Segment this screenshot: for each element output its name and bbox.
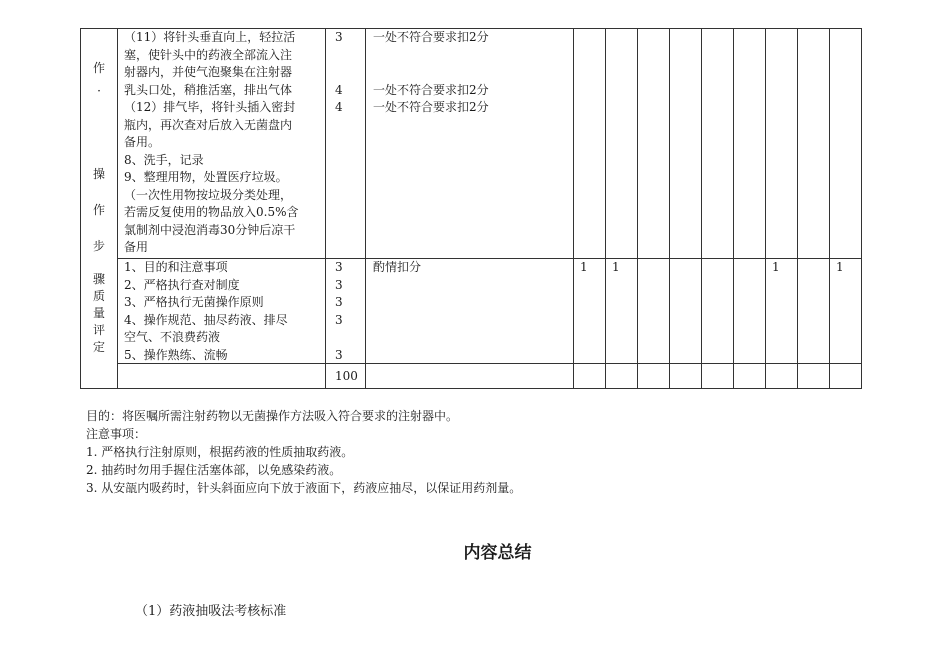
content-line: 塞，使针头中的药液全部流入注: [124, 47, 293, 62]
purpose-text: 目的：将医嘱所需注射药物以无菌操作方法吸入符合要求的注射器中。: [86, 409, 459, 423]
row1-content: [124, 29, 326, 257]
row1-deductions: [373, 29, 573, 117]
table-col-line: [365, 28, 366, 389]
content-line: 氯制剂中浸泡消毒30分钟后凉干: [124, 222, 296, 237]
note-item: 3. 从安瓿内吸药时，针头斜面应向下放于液面下，药液应抽尽，以保证用药剂量。: [86, 481, 522, 495]
summary-item: （1）药液抽吸法考核标准: [135, 604, 287, 619]
deduction-rule: [373, 64, 573, 82]
notes-heading: 注意事项：: [86, 427, 147, 441]
score-value: 3: [335, 277, 343, 292]
content-line: 8、洗手，记录: [124, 152, 204, 167]
content-line: （一次性用物按垃圾分类处理，: [124, 187, 293, 202]
row2-deduction: [373, 259, 573, 277]
side-label-char: 量: [92, 306, 105, 320]
total-score: 100: [335, 369, 358, 383]
note-item: 1. 严格执行注射原则，根据药液的性质抽取药液。: [86, 445, 354, 459]
score-value: [335, 329, 355, 347]
grade-cell: 1: [836, 260, 844, 274]
score-value: 3: [335, 30, 343, 44]
side-label-char: ·: [97, 84, 101, 98]
grade-cell: 1: [612, 260, 620, 274]
notes-section: [86, 407, 521, 497]
side-label-char: 定: [92, 340, 105, 354]
content-line: （11）将针头垂直向上，轻拉活: [124, 30, 296, 44]
content-line: 射器内，并使气泡聚集在注射器: [124, 65, 293, 79]
deduction-rule: 酌情扣分: [373, 260, 422, 274]
content-line: 瓶内，再次查对后放入无菌盘内: [124, 117, 293, 132]
deduction-rule: 一处不符合要求扣2分: [373, 82, 489, 97]
side-label-char: 质: [92, 289, 105, 303]
summary-title: 内容总结: [463, 543, 532, 563]
score-value: 4: [335, 100, 343, 114]
table-col-line: [765, 28, 766, 389]
table-col-line: [829, 28, 830, 389]
content-line: （12）排气毕，将针头插入密封: [124, 100, 296, 114]
table-col-line: [733, 28, 734, 389]
score-value: [335, 47, 355, 65]
side-label-char: 骤: [92, 272, 105, 286]
table-border-bottom: [80, 388, 862, 389]
content-line: 备用。: [124, 135, 161, 149]
row2-content: [124, 259, 326, 364]
row2-scores: [335, 259, 355, 364]
content-line: 4、操作规范、抽尽药液、排尽: [124, 312, 288, 327]
content-line: 3、严格执行无菌操作原则: [124, 295, 264, 309]
deduction-rule: 一处不符合要求扣2分: [373, 100, 489, 114]
deduction-rule: [373, 47, 573, 65]
table-col-line: [80, 28, 81, 389]
table-col-line: [117, 28, 118, 389]
side-label-char: 评: [92, 323, 105, 337]
score-value: 3: [335, 295, 343, 309]
content-line: 5、操作熟练、流畅: [124, 347, 228, 362]
score-value: 3: [335, 260, 343, 274]
side-label-char: 操: [92, 167, 105, 181]
table-col-line: [797, 28, 798, 389]
content-line: 9、整理用物，处置医疗垃圾。: [124, 170, 288, 184]
grade-cell: 1: [772, 260, 780, 274]
table-col-line: [637, 28, 638, 389]
content-line: 备用: [124, 240, 149, 254]
content-line: 空气、不浪费药液: [124, 330, 221, 344]
grade-cell: 1: [580, 260, 588, 274]
deduction-rule: 一处不符合要求扣2分: [373, 30, 489, 44]
side-label-char: 步: [92, 239, 105, 253]
content-line: 乳头口处，稍推活塞，排出气体: [124, 82, 293, 97]
row1-scores: [335, 29, 355, 117]
content-line: 1、目的和注意事项: [124, 260, 228, 274]
table-col-line: [861, 28, 862, 389]
score-value: 3: [335, 347, 343, 362]
table-col-line: [701, 28, 702, 389]
side-label-char: 作: [92, 203, 105, 217]
table-col-line: [605, 28, 606, 389]
table-col-line: [573, 28, 574, 389]
score-value: [335, 64, 355, 82]
note-item: 2. 抽药时勿用手握住活塞体部，以免感染药液。: [86, 463, 342, 477]
score-value: 3: [335, 312, 343, 327]
score-value: 4: [335, 82, 343, 97]
content-line: 若需反复使用的物品放入0.5%含: [124, 205, 299, 219]
content-line: 2、严格执行查对制度: [124, 277, 240, 292]
table-col-line: [669, 28, 670, 389]
side-label-char: 作: [92, 61, 105, 75]
